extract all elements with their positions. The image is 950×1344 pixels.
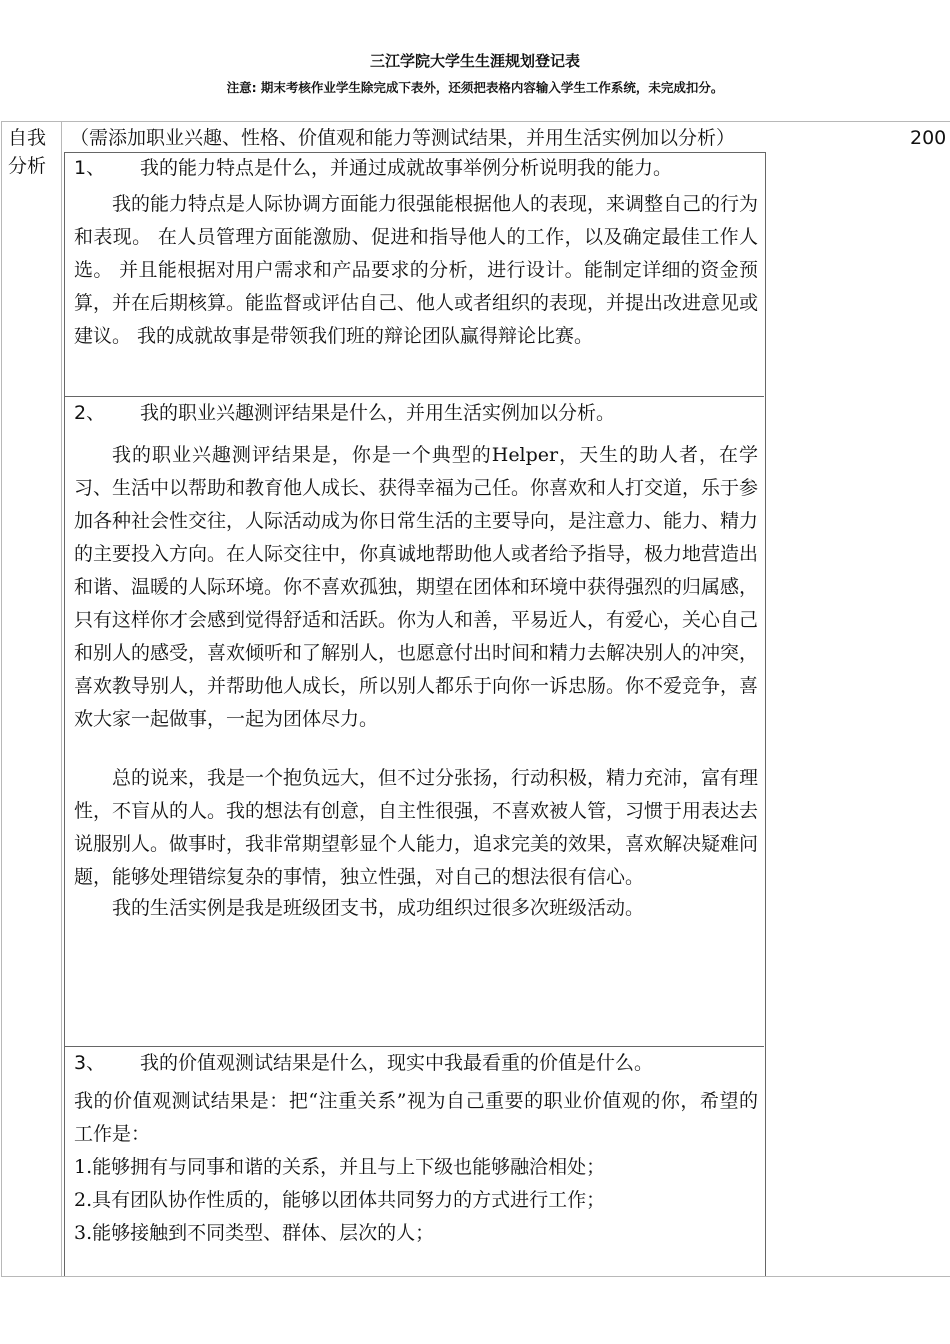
list-item: 1.能够拥有与同事和谐的关系，并且与上下级也能够融洽相处； [74,1156,606,1178]
section-paragraph: 我的生活实例是我是班级团支书，成功组织过很多次班级活动。 [112,897,645,919]
page-title: 三江学院大学生生涯规划登记表 [369,52,580,70]
row-label-text: 自我分析 [8,127,47,177]
section-question [74,154,758,182]
section-question-text: 我的价值观测试结果是什么，现实中我最看重的价值是什么。 [140,1052,654,1074]
section-paragraph: 我的职业兴趣测评结果是，你是一个典型的Helper，天生的助人者，在学习、生活中以帮助和教育他人成长、获得幸福为己任。你喜欢和人打交道，乐于参加各种社会性交往，人际活动成为你日常生活的主要导向，是注意力、能力、精力的主要投入方向。在人际交往中，你真诚地帮助他人或者给予指导，极力地营造出和谐、温暖的人际环境。你不喜欢孤独，期望在团体和环境中获得强烈的归属感，只有这样你才会感到觉得舒适和活跃。你为人和善，平易近人，有爱心，关心自己和别人的感受，喜欢倾听和了解别人，也愿意付出时间和精力去解决别人的冲突，喜欢教导别人，并帮助他人成长，所以别人都乐于向你一诉忠肠。你不爱竞争，喜欢大家一起做事，一起为团体尽力。 [74,444,759,730]
notice-text: 注意: 期末考核作业学生除完成下表外，还须把表格内容输入学生工作系统，未完成扣分。 [226,80,724,95]
section-paragraph: 总的说来，我是一个抱负远大，但不过分张扬，行动积极，精力充沛，富有理性，不盲从的人。我的想法有创意，自主性很强，不喜欢被人管，习惯于用表达去说服别人。做事时，我非常期望彰显个人能力，追求完美的效果，喜欢解决疑难问题，能够处理错综复杂的事情，独立性强，对自己的想法很有信心。 [74,767,759,888]
section-number: 1、 [74,157,106,179]
section-question-text: 我的职业兴趣测评结果是什么，并用生活实例加以分析。 [140,402,616,424]
section-question [74,399,758,427]
row-score: 200 [910,127,947,149]
list-item: 3.能够接触到不同类型、群体、层次的人； [74,1222,435,1244]
section-interest [64,396,764,1046]
section-question-text: 我的能力特点是什么，并通过成就故事举例分析说明我的能力。 [140,157,673,179]
section-ability [64,152,764,396]
list-item: 2.具有团队协作性质的，能够以团体共同努力的方式进行工作； [74,1189,606,1211]
section-number: 2、 [74,402,106,424]
section-values [64,1046,764,1275]
column-divider [61,121,62,1276]
section-intro: 我的价值观测试结果是：把“注重关系”视为自己重要的职业价值观的你，希望的工作是： [74,1090,758,1145]
row-hint: （需添加职业兴趣、性格、价值观和能力等测试结果，并用生活实例加以分析） [70,127,736,149]
section-number: 3、 [74,1052,106,1074]
section-paragraph: 我的能力特点是人际协调方面能力很强能根据他人的表现，来调整自己的行为和表现。 在人员管理方面能激励、促进和指导他人的工作，以及确定最佳工作人选。 并且能根据对用户需求和产品要求的分析，进行设计。能制定详细的资金预算，并在后期核算。能监督或评估自己、他人或者组织的表现，并提出改进意见或建议。 我的成就故事是带领我们班的辩论团队赢得辩论比赛。 [74,193,759,347]
section-question [74,1049,758,1077]
row-label [8,124,52,180]
